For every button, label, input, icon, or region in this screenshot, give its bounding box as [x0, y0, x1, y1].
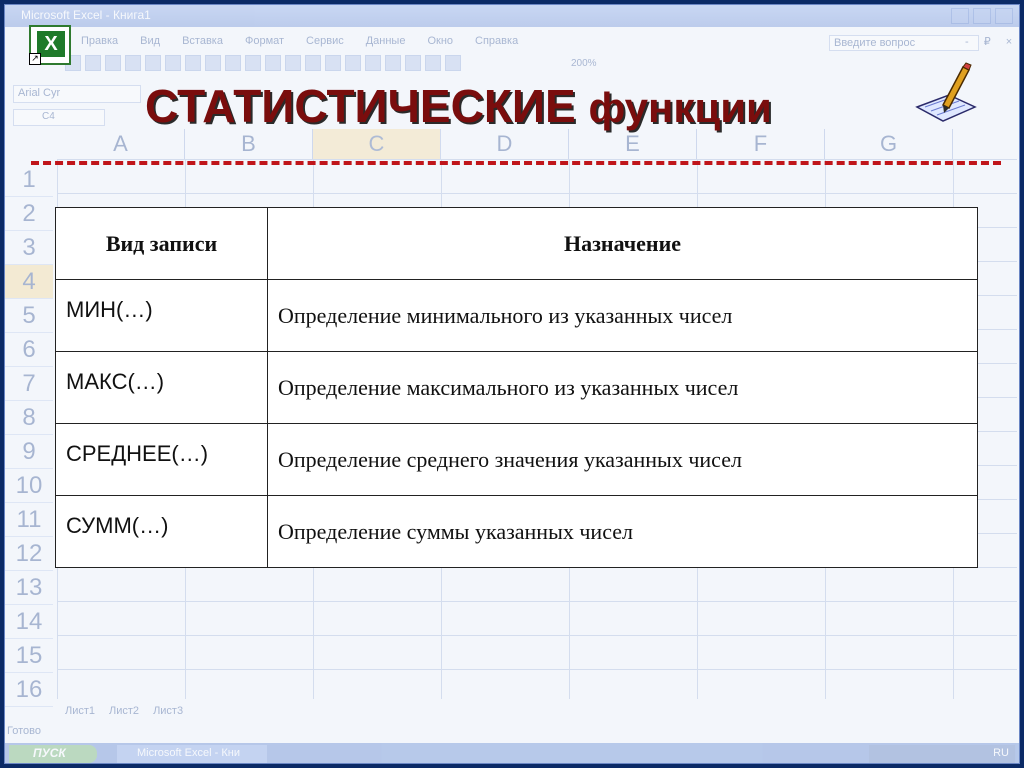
- windows-taskbar: [5, 743, 1020, 764]
- function-description: Определение среднего значения указанных чисел: [268, 424, 978, 496]
- column-headers: [57, 129, 953, 159]
- function-name: МАКС(…): [56, 352, 268, 424]
- slide-title: [145, 79, 772, 133]
- row-header[interactable]: 12: [5, 537, 53, 571]
- row-headers: [5, 163, 53, 707]
- slide-title-main: СТАТИСТИЧЕСКИЕ: [145, 80, 576, 132]
- pencil-notepad-icon: [913, 61, 977, 125]
- row-header[interactable]: 16: [5, 673, 53, 707]
- menu-item-window[interactable]: Окно: [427, 35, 454, 47]
- system-tray: [869, 745, 1015, 763]
- standard-toolbar: [65, 55, 625, 75]
- column-header[interactable]: E: [569, 129, 697, 159]
- close-icon[interactable]: [995, 8, 1013, 24]
- slide-frame: [4, 4, 1020, 764]
- column-header[interactable]: A: [57, 129, 185, 159]
- table-row: [56, 280, 978, 352]
- function-name: СУММ(…): [56, 496, 268, 568]
- name-box[interactable]: C4: [13, 109, 105, 126]
- header-notation: Вид записи: [56, 208, 268, 280]
- toolbar-button-icon[interactable]: [145, 55, 161, 71]
- column-header[interactable]: B: [185, 129, 313, 159]
- table-header-row: [56, 208, 978, 280]
- toolbar-button-icon[interactable]: [85, 55, 101, 71]
- toolbar-button-icon[interactable]: [425, 55, 441, 71]
- menu-item-format[interactable]: Формат: [244, 35, 285, 47]
- excel-x-icon: X: [37, 31, 65, 57]
- row-header-selected[interactable]: 4: [5, 265, 53, 299]
- menu-item-view[interactable]: Вид: [140, 35, 161, 47]
- slide-title-sub: функции: [588, 84, 772, 131]
- menu-window-controls[interactable]: - ₽ ×: [965, 36, 1019, 48]
- taskbar-item-label: Microsoft Excel - Кни: [137, 747, 240, 759]
- function-description: Определение суммы указанных чисел: [268, 496, 978, 568]
- maximize-icon[interactable]: [973, 8, 991, 24]
- row-header[interactable]: 10: [5, 469, 53, 503]
- function-description: Определение минимального из указанных чисел: [268, 280, 978, 352]
- toolbar-button-icon[interactable]: [445, 55, 461, 71]
- toolbar-button-icon[interactable]: [105, 55, 121, 71]
- tray-language[interactable]: RU: [993, 747, 1009, 759]
- header-purpose: Назначение: [268, 208, 978, 280]
- function-description: Определение максимального из указанных чисел: [268, 352, 978, 424]
- sheet-tab[interactable]: Лист3: [153, 705, 184, 717]
- table-row: [56, 352, 978, 424]
- toolbar-button-icon[interactable]: [285, 55, 301, 71]
- taskbar-excel-item[interactable]: [117, 745, 267, 763]
- menu-item-tools[interactable]: Сервис: [306, 35, 344, 47]
- row-header[interactable]: 5: [5, 299, 53, 333]
- window-title: Microsoft Excel - Книга1: [21, 8, 151, 22]
- menu-item-data[interactable]: Данные: [365, 35, 406, 47]
- toolbar-button-icon[interactable]: [205, 55, 221, 71]
- column-header[interactable]: F: [697, 129, 825, 159]
- status-bar: Готово: [7, 725, 41, 737]
- row-header[interactable]: 1: [5, 163, 53, 197]
- excel-app-icon[interactable]: [29, 25, 71, 65]
- row-header[interactable]: 8: [5, 401, 53, 435]
- toolbar-button-icon[interactable]: [125, 55, 141, 71]
- toolbar-button-icon[interactable]: [385, 55, 401, 71]
- zoom-select[interactable]: 200%: [571, 58, 597, 69]
- toolbar-button-icon[interactable]: [225, 55, 241, 71]
- toolbar-button-icon[interactable]: [245, 55, 261, 71]
- column-header[interactable]: D: [441, 129, 569, 159]
- toolbar-button-icon[interactable]: [265, 55, 281, 71]
- font-name-select[interactable]: Arial Cyr: [13, 85, 141, 103]
- column-header-selected[interactable]: C: [313, 129, 441, 159]
- row-header[interactable]: 3: [5, 231, 53, 265]
- function-name: СРЕДНЕЕ(…): [56, 424, 268, 496]
- row-header[interactable]: 7: [5, 367, 53, 401]
- row-header[interactable]: 14: [5, 605, 53, 639]
- row-header[interactable]: 9: [5, 435, 53, 469]
- row-header[interactable]: 15: [5, 639, 53, 673]
- start-button[interactable]: [9, 745, 97, 763]
- menu-item-insert[interactable]: Вставка: [182, 35, 223, 47]
- toolbar-button-icon[interactable]: [365, 55, 381, 71]
- table-row: [56, 496, 978, 568]
- minimize-icon[interactable]: [951, 8, 969, 24]
- sheet-tab[interactable]: Лист2: [109, 705, 140, 717]
- row-header[interactable]: 2: [5, 197, 53, 231]
- help-question-input[interactable]: Введите вопрос: [829, 35, 979, 51]
- column-header[interactable]: G: [825, 129, 953, 159]
- menu-bar: [81, 35, 518, 47]
- row-header[interactable]: 11: [5, 503, 53, 537]
- function-name: МИН(…): [56, 280, 268, 352]
- table-row: [56, 424, 978, 496]
- start-label: ПУСК: [33, 746, 66, 760]
- menu-item-edit[interactable]: Правка: [81, 35, 119, 47]
- sheet-tabs: [65, 705, 183, 717]
- window-controls: [951, 8, 1013, 24]
- title-divider: [31, 161, 1001, 167]
- toolbar-button-icon[interactable]: [305, 55, 321, 71]
- row-header[interactable]: 13: [5, 571, 53, 605]
- shortcut-arrow-icon: ↗: [29, 53, 41, 65]
- menu-item-help[interactable]: Справка: [475, 35, 519, 47]
- excel-titlebar: [5, 5, 1020, 27]
- toolbar-button-icon[interactable]: [325, 55, 341, 71]
- toolbar-button-icon[interactable]: [165, 55, 181, 71]
- sheet-tab[interactable]: Лист1: [65, 705, 96, 717]
- toolbar-button-icon[interactable]: [405, 55, 421, 71]
- row-header[interactable]: 6: [5, 333, 53, 367]
- toolbar-button-icon[interactable]: [345, 55, 361, 71]
- toolbar-button-icon[interactable]: [185, 55, 201, 71]
- functions-table: [55, 207, 978, 568]
